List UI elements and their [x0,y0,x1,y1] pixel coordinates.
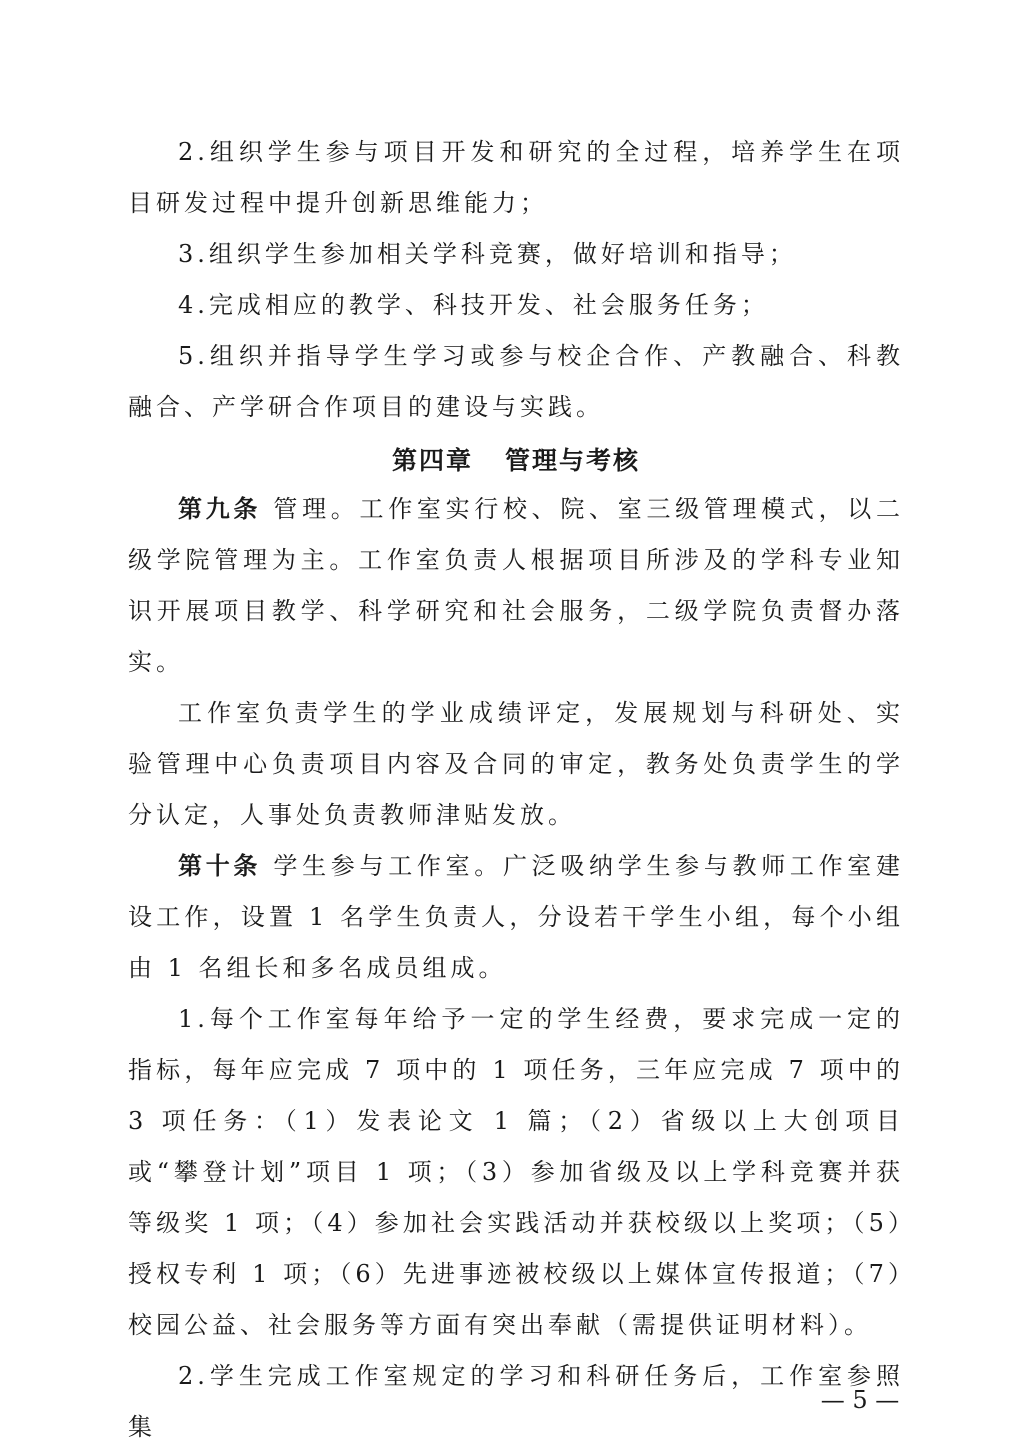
paragraph-item-4 [128,280,904,331]
paragraph-text: 管理。工作室实行校、院、室三级管理模式，以二级学院管理为主。工作室负责人根据项目所涉及的学科专业知识开展项目教学、科学研究和社会服务，二级学院负责督办落实。 [128,495,904,676]
page-number: — 5 — [820,1386,900,1414]
paragraph-text: 3.组织学生参加相关学科竞赛，做好培训和指导； [178,240,797,268]
student-funding-paragraph [128,994,904,1351]
chapter-heading: 第四章 管理与考核 [391,446,641,475]
paragraph-text: 学生参与工作室。广泛吸纳学生参与教师工作室建设工作，设置 1 名学生负责人，分设若干学生小组，每个小组由 1 名组长和多名成员组成。 [128,852,904,982]
paragraph-text: 工作室负责学生的学业成绩评定，发展规划与科研处、实验管理中心负责项目内容及合同的审定，教务处负责学生的学分认定，人事处负责教师津贴发放。 [128,699,904,829]
paragraph-text: 5.组织并指导学生学习或参与校企合作、产教融合、科教融合、产学研合作项目的建设与实践。 [128,342,904,421]
student-completion-paragraph [128,1351,904,1453]
article-nine-paragraph [128,484,904,688]
paragraph-text: 1.每个工作室每年给予一定的学生经费，要求完成一定的指标，每年应完成 7 项中的 1 项任务，三年应完成 7 项中的 3 项任务：（1）发表论文 1 篇；（2）省级以上大创项目或“攀登计划”项目 1 项；（3）参加省级及以上学科竞赛并获等级奖 1 项；（4）参加社会实践活动并获校级以上奖项；（5）授权专利 1 项；（6）先进事迹被校级以上媒体宣传报道；（7）校园公益、社会服务等方面有突出奉献（需提供证明材料）。 [128,1005,904,1339]
paragraph-text: 4.完成相应的教学、科技开发、社会服务任务； [178,291,769,319]
responsibility-paragraph [128,688,904,841]
article-ten-paragraph [128,841,904,994]
paragraph-item-3 [128,229,904,280]
paragraph-item-2 [128,127,904,229]
article-nine-label: 第九条 [178,495,262,523]
document-body [128,127,904,1453]
paragraph-text: 2.学生完成工作室规定的学习和科研任务后，工作室参照集 [128,1362,904,1441]
paragraph-item-5 [128,331,904,433]
paragraph-text: 2.组织学生参与项目开发和研究的全过程，培养学生在项目研发过程中提升创新思维能力； [128,138,904,217]
article-ten-label: 第十条 [178,852,262,880]
